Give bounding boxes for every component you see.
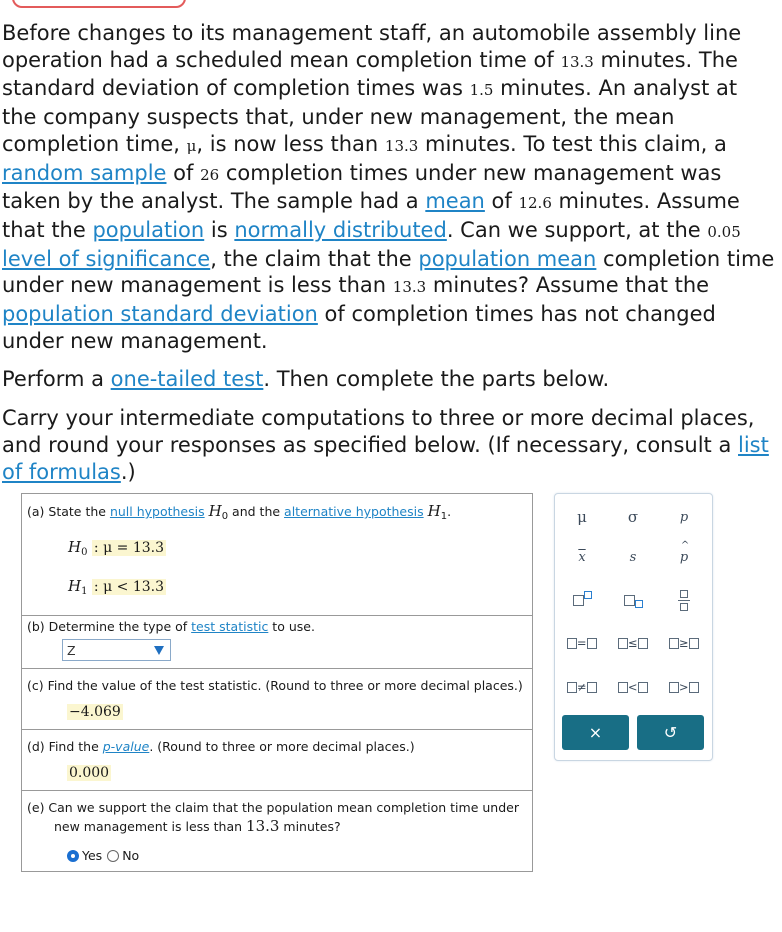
box-icon: [584, 591, 592, 599]
yes-radio[interactable]: [67, 850, 79, 862]
fraction-key[interactable]: [662, 587, 706, 613]
population-link[interactable]: population: [92, 217, 205, 242]
one-tailed-test-link[interactable]: one-tailed test: [110, 367, 264, 392]
part-e-question: (e) Can we support the claim that the population mean completion time under new management is less than 13.3 minutes?: [27, 800, 519, 835]
test-statistic-link[interactable]: test statistic: [191, 619, 269, 634]
problem-statement: [2, 20, 777, 485]
mean-link[interactable]: mean: [425, 189, 485, 214]
s-key[interactable]: s: [629, 549, 637, 565]
null-hypothesis-link[interactable]: null hypothesis: [109, 504, 205, 519]
answer-box: [21, 493, 533, 872]
part-d: [22, 729, 532, 791]
close-icon: ×: [588, 723, 603, 742]
problem-paragraph: Before changes to its management staff, an automobile assembly line operation had a scheduled mean completion time of 13.3 minutes. The standard deviation of completion times was 1.5 minutes. An analyst at the company suspects that, under new management, the mean completion time, μ, is now less than 13.3 minutes. To test this claim, a random sample of 26 completion times under new management was taken by the analyst. The sample had a mean of 12.6 minutes. Assume that the population is normally distributed. Can we support, at the 0.05 level of significance, the claim that the population mean completion time under new management is less than 13.3 minutes? Assume that the population standard deviation of completion times has not changed under new management.: [2, 21, 775, 353]
mu-key[interactable]: μ: [577, 508, 587, 526]
not-equal-key[interactable]: ≠: [560, 674, 604, 700]
clear-button[interactable]: [562, 715, 629, 750]
p-value-answer[interactable]: 0.000: [69, 765, 110, 781]
level-of-significance-link[interactable]: level of significance: [2, 246, 211, 271]
part-e: [22, 790, 532, 871]
part-a: [22, 494, 532, 616]
part-b: [22, 615, 532, 669]
sigma-key[interactable]: σ: [627, 508, 639, 526]
less-equal-key[interactable]: ≤: [611, 630, 655, 656]
p-hat-key[interactable]: ^ p: [679, 539, 690, 565]
previous-answer-pill: [12, 0, 186, 8]
fraction-icon: [678, 590, 690, 611]
greater-than-key[interactable]: >: [662, 674, 706, 700]
part-c-question: (c) Find the value of the test statistic. (Round to three or more decimal places.): [27, 678, 523, 693]
box-icon: [573, 595, 584, 606]
box-icon: [624, 595, 635, 606]
superscript-key[interactable]: [560, 587, 604, 613]
no-label[interactable]: No: [122, 848, 140, 863]
rounding-paragraph: Carry your intermediate computations to three or more decimal places, and round your responses as specified below. (If necessary, consult a list of formulas.): [2, 406, 769, 484]
claim-radio-group: [67, 848, 144, 863]
population-standard-deviation-link[interactable]: population standard deviation: [2, 302, 318, 327]
p-key[interactable]: p: [679, 509, 689, 525]
part-b-question: (b) Determine the type of test statistic to use.: [27, 619, 315, 634]
test-statistic-select[interactable]: [62, 639, 171, 661]
alternative-hypothesis-answer[interactable]: $H_1$ : μ < 13.3: [68, 577, 164, 597]
undo-icon: ↺: [663, 723, 678, 742]
equals-key[interactable]: =: [560, 630, 604, 656]
test-statistic-selected: Z: [67, 643, 76, 658]
list-of-formulas-link[interactable]: list of formulas: [2, 432, 769, 484]
population-mean-link[interactable]: population mean: [418, 246, 597, 271]
normally-distributed-link[interactable]: normally distributed: [234, 217, 447, 242]
subscript-key[interactable]: [611, 587, 655, 613]
dropdown-caret-icon: [154, 646, 164, 655]
greater-equal-key[interactable]: ≥: [662, 630, 706, 656]
undo-button[interactable]: [637, 715, 704, 750]
alternative-hypothesis-link[interactable]: alternative hypothesis: [284, 504, 424, 519]
part-c: [22, 668, 532, 730]
part-a-question: (a) State the null hypothesis $H_0$ and the alternative hypothesis $H_1$.: [27, 502, 452, 522]
part-d-question: (d) Find the p-value. (Round to three or more decimal places.): [27, 739, 415, 754]
test-statistic-value[interactable]: −4.069: [69, 704, 121, 720]
yes-label[interactable]: Yes: [82, 848, 103, 863]
instruction-paragraph: Perform a one-tailed test. Then complete the parts below.: [2, 367, 610, 392]
box-icon: [635, 600, 643, 608]
less-than-key[interactable]: <: [611, 674, 655, 700]
no-radio[interactable]: [107, 850, 119, 862]
null-hypothesis-answer[interactable]: $H_0$ : μ = 13.3: [68, 538, 164, 558]
random-sample-link[interactable]: random sample: [2, 160, 167, 185]
symbol-palette: [554, 493, 713, 761]
x-bar-key[interactable]: $\overline{x}$: [578, 549, 586, 565]
p-value-link[interactable]: p-value: [102, 739, 150, 754]
